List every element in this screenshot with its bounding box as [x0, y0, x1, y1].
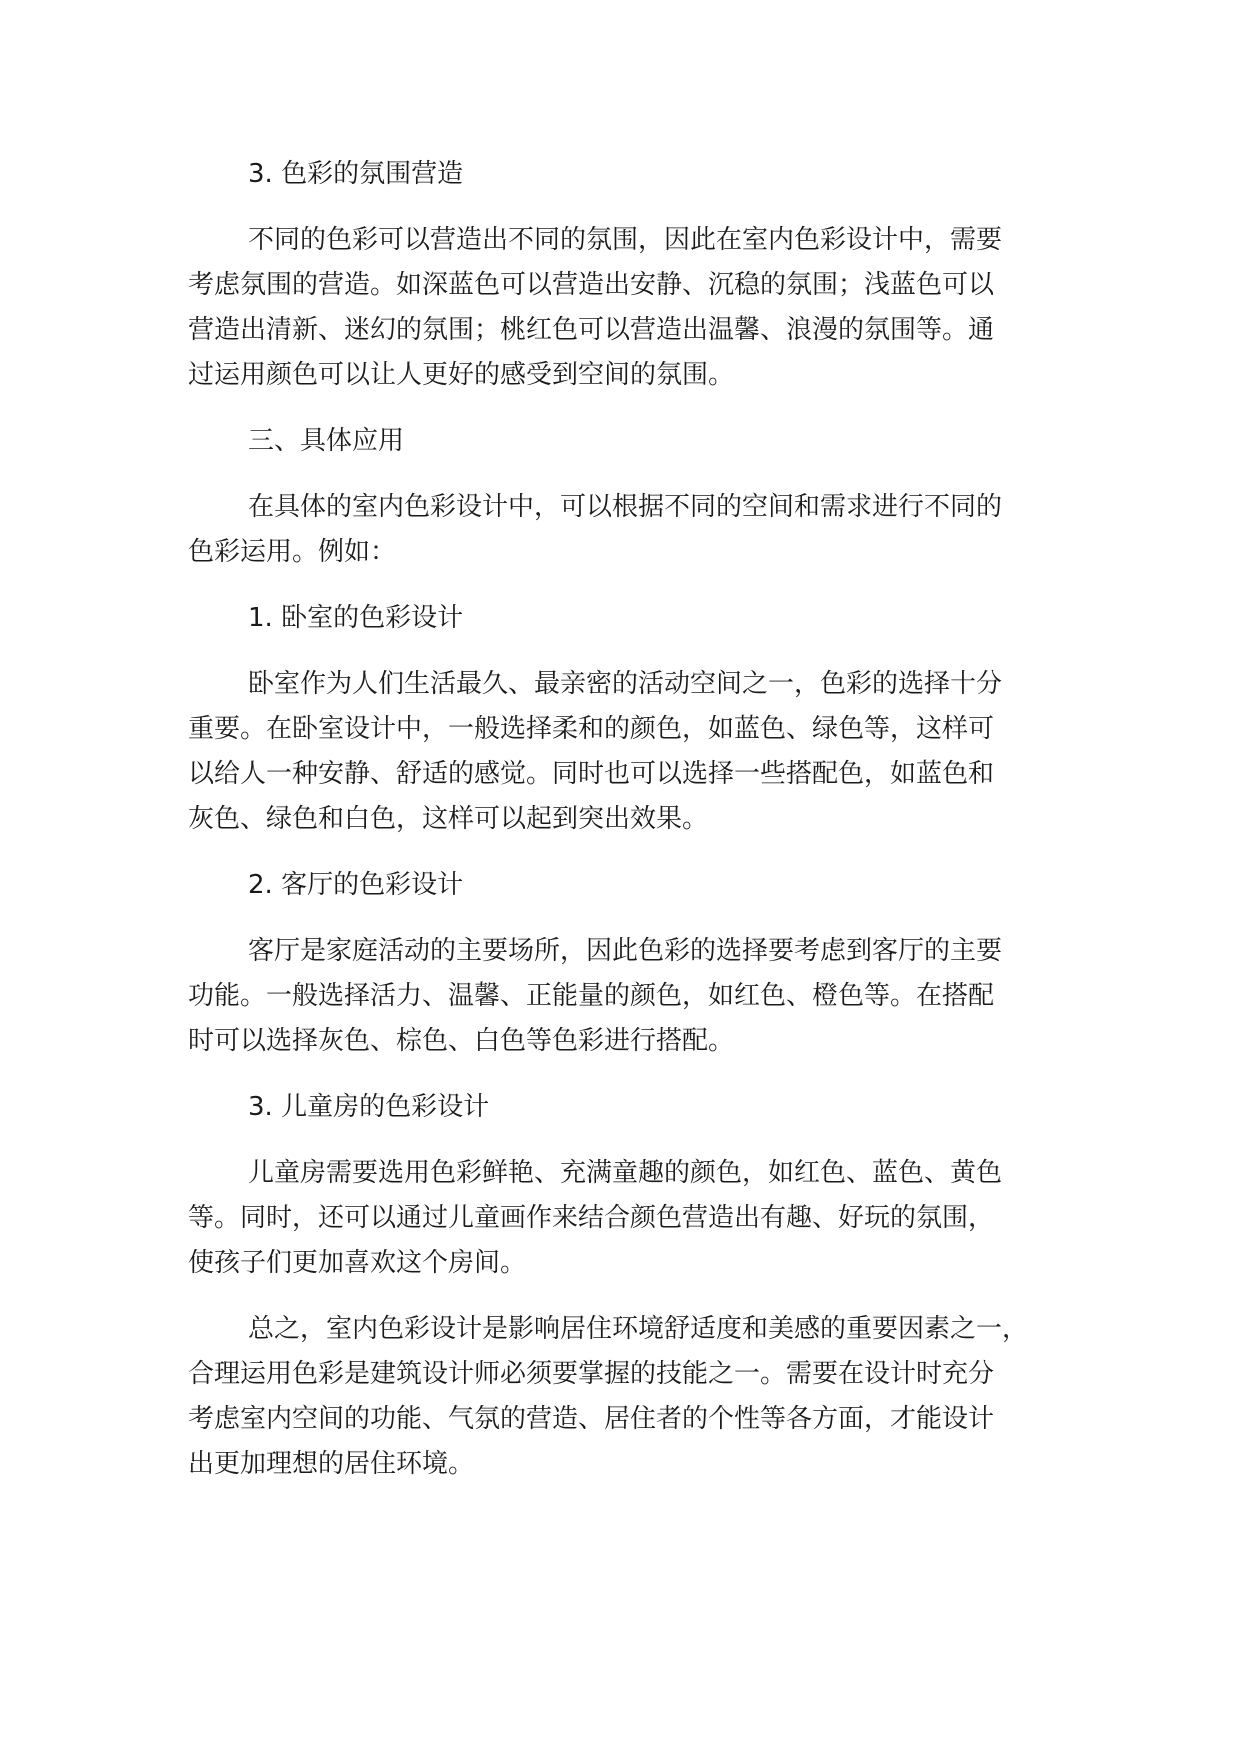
- paragraph-line: 重要。在卧室设计中，一般选择柔和的颜色，如蓝色、绿色等，这样可: [188, 714, 995, 744]
- paragraph-line: 卧室作为人们生活最久、最亲密的活动空间之一，色彩的选择十分: [248, 669, 1003, 699]
- paragraph-line: 功能。一般选择活力、温馨、正能量的颜色，如红色、橙色等。在搭配: [188, 981, 995, 1011]
- paragraph-gap: [188, 641, 1088, 662]
- paragraph-line: 营造出清新、迷幻的氛围；桃红色可以营造出温馨、浪漫的氛围等。通: [188, 315, 995, 345]
- paragraph-line: 考虑氛围的营造。如深蓝色可以营造出安静、沉稳的氛围；浅蓝色可以: [188, 270, 995, 300]
- paragraph-gap: [188, 1130, 1088, 1151]
- paragraph-line: 客厅是家庭活动的主要场所，因此色彩的选择要考虑到客厅的主要: [248, 936, 1003, 966]
- paragraph-line: 出更加理想的居住环境。: [188, 1449, 475, 1479]
- paragraph-line: 使孩子们更加喜欢这个房间。: [188, 1248, 527, 1278]
- paragraph-line: 色彩运用。例如：: [188, 537, 397, 567]
- section-heading: 3. 色彩的氛围营造: [248, 159, 464, 189]
- paragraph-line: 灰色、绿色和白色，这样可以起到突出效果。: [188, 804, 709, 834]
- document-body: [188, 152, 1088, 1487]
- paragraph-line: 以给人一种安静、舒适的感觉。同时也可以选择一些搭配色，如蓝色和: [188, 759, 995, 789]
- paragraph-gap: [188, 842, 1088, 863]
- paragraph-line: 在具体的室内色彩设计中，可以根据不同的空间和需求进行不同的: [248, 492, 1003, 522]
- paragraph-gap: [188, 575, 1088, 596]
- section-heading: 1. 卧室的色彩设计: [248, 603, 464, 633]
- section-heading: 2. 客厅的色彩设计: [248, 870, 464, 900]
- paragraph-gap: [188, 464, 1088, 485]
- paragraph-gap: [188, 1286, 1088, 1307]
- paragraph-line: 儿童房需要选用色彩鲜艳、充满童趣的颜色，如红色、蓝色、黄色: [248, 1158, 1003, 1188]
- paragraph-line: 等。同时，还可以通过儿童画作来结合颜色营造出有趣、好玩的氛围，: [188, 1203, 995, 1233]
- paragraph-gap: [188, 398, 1088, 419]
- section-heading: 3. 儿童房的色彩设计: [248, 1092, 490, 1122]
- paragraph-line: 考虑室内空间的功能、气氛的营造、居住者的个性等各方面，才能设计: [188, 1404, 995, 1434]
- section-heading: 三、具体应用: [248, 426, 405, 456]
- paragraph-line: 合理运用色彩是建筑设计师必须要掌握的技能之一。需要在设计时充分: [188, 1359, 995, 1389]
- paragraph-gap: [188, 1064, 1088, 1085]
- paragraph-gap: [188, 197, 1088, 218]
- paragraph-gap: [188, 908, 1088, 929]
- paragraph-line: 过运用颜色可以让人更好的感受到空间的氛围。: [188, 360, 735, 390]
- paragraph-line: 时可以选择灰色、棕色、白色等色彩进行搭配。: [188, 1026, 735, 1056]
- paragraph-line: 不同的色彩可以营造出不同的氛围，因此在室内色彩设计中，需要: [248, 225, 1003, 255]
- paragraph-line: 总之，室内色彩设计是影响居住环境舒适度和美感的重要因素之一，: [248, 1314, 1029, 1344]
